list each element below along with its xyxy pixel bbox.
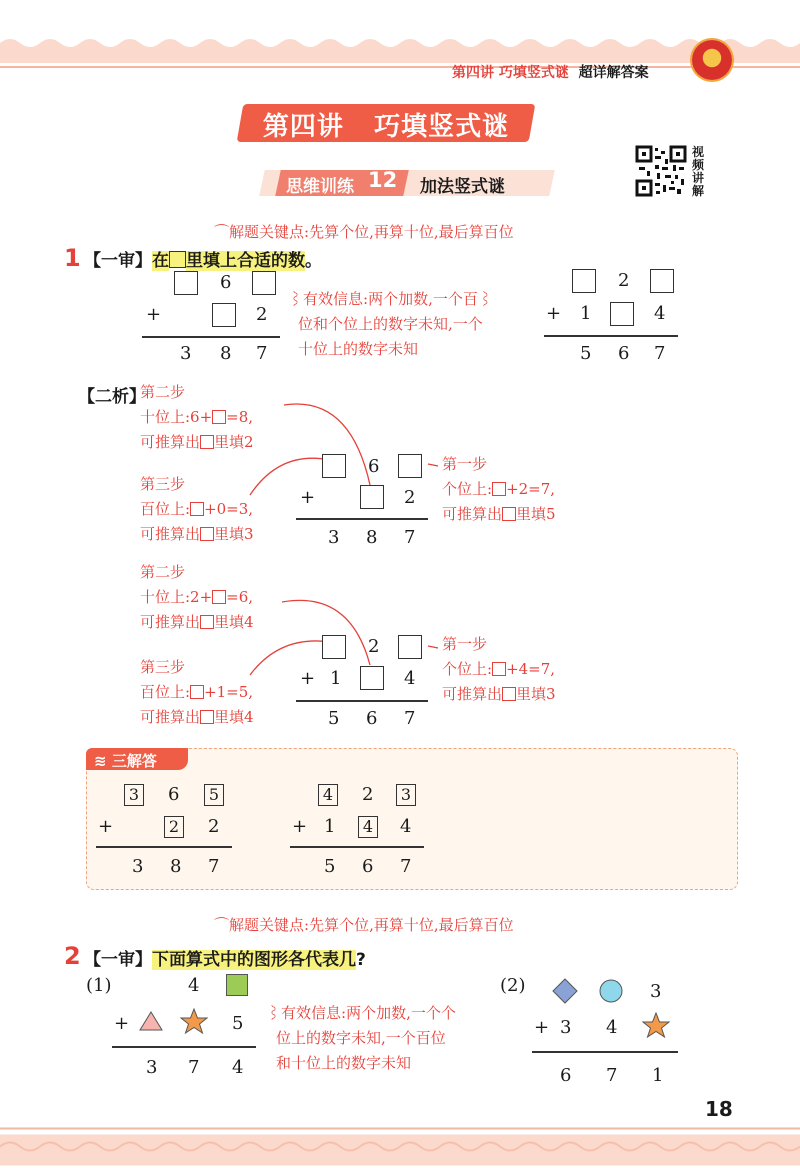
blank-box[interactable] [322,635,346,659]
digit: 1 [580,303,592,324]
sum-line [290,846,424,848]
qr-label: 视 频 讲 解 [692,145,705,198]
blank-box[interactable] [174,271,198,295]
sum-line [142,336,280,338]
analysis-a-step3: 第三步 百位上: +0=3, 可推算出 里填3 [140,475,254,543]
q1-hint: ⌒解题关键点:先算个位,再算十位,最后算百位 [214,223,514,241]
plus-sign: + [114,1013,130,1034]
page-title: 第四讲 巧填竖式谜 [262,112,510,142]
digit: 7 [404,527,416,548]
digit: 3 [328,527,340,548]
brace-icon: ⌇ [477,290,493,308]
inline-box-icon [169,251,186,268]
sum-line [544,335,678,337]
digit: 6 [368,456,380,477]
blank-box[interactable] [252,271,276,295]
blank-box[interactable] [360,666,384,690]
hint-curve-icon: ⌒ [214,223,230,241]
digit: 4 [400,816,412,837]
digit: 4 [188,975,200,996]
digit: 2 [256,304,268,325]
blank-box[interactable] [360,485,384,509]
q1-info: ⌇有效信息:两个加数,一个百⌇ 位和个位上的数字未知,一个 十位上的数字未知 [288,290,493,358]
digit: 4 [404,668,416,689]
page-number: 18 [705,1097,733,1121]
blank-box[interactable] [572,269,596,293]
analysis-a-arrows [220,380,480,540]
medal-icon [692,40,732,80]
subtitle-number: 12 [368,168,398,192]
hint-curve-icon: ⌒ [214,916,230,934]
plus-sign: + [300,487,316,508]
q2-hint: ⌒解题关键点:先算个位,再算十位,最后算百位 [214,916,514,934]
digit: 5 [232,1013,244,1034]
digit: 7 [188,1057,200,1078]
blank-box[interactable] [322,454,346,478]
sum-line [296,518,428,520]
plus-sign: + [98,816,114,837]
digit: 8 [366,527,378,548]
sum-line [112,1046,256,1048]
wave-icon: ≋ [94,752,107,770]
brace-icon: ⌇ [288,290,304,308]
digit: 3 [132,856,144,877]
plus-sign: + [292,816,308,837]
analysis-a-step1: 第一步 个位上: +2=7, 可推算出 里填5 [442,455,556,523]
blank-box[interactable] [610,302,634,326]
digit: 4 [654,303,666,324]
answer-digit-box: 5 [204,784,224,806]
digit: 8 [170,856,182,877]
part-label: (2) [500,975,526,996]
sum-line [96,846,232,848]
circle-icon [598,978,624,1004]
digit: 6 [618,343,630,364]
plus-sign: + [546,303,562,324]
answer-digit-box: 3 [124,784,144,806]
digit: 5 [328,708,340,729]
sum-line [532,1051,678,1053]
digit: 7 [208,856,220,877]
digit: 5 [580,343,592,364]
digit: 2 [368,636,380,657]
sum-line [296,700,428,702]
plus-sign: + [534,1017,550,1038]
q2-info: ⌇有效信息:两个加数,一个个 位上的数字未知,一个百位 和十位上的数字未知 [266,1004,456,1072]
digit: 5 [324,856,336,877]
star-icon [642,1012,670,1038]
analysis-b-step2: 第二步 十位上:2+ =6, 可推算出 里填4 [140,563,254,631]
q1-number: 1 [64,244,81,272]
answer-digit-box: 3 [396,784,416,806]
plus-sign: + [300,668,316,689]
digit: 4 [606,1017,618,1038]
triangle-icon [138,1010,164,1032]
digit: 7 [404,708,416,729]
answer-digit-box: 4 [318,784,338,806]
digit: 3 [146,1057,158,1078]
digit: 2 [404,487,416,508]
digit: 3 [650,981,662,1002]
digit: 7 [400,856,412,877]
blank-box[interactable] [398,635,422,659]
digit: 7 [654,343,666,364]
digit: 4 [232,1057,244,1078]
analysis-tag: 【二析】 [78,387,146,407]
analysis-a-step2: 第二步 十位上:6+ =8, 可推算出 里填2 [140,383,254,451]
blank-box[interactable] [398,454,422,478]
blank-box[interactable] [650,269,674,293]
header-chapter: 第四讲 巧填竖式谜 超详解答案 [452,65,649,81]
digit: 6 [362,856,374,877]
subtitle-topic: 加法竖式谜 [420,177,505,197]
digit: 1 [324,816,336,837]
digit: 1 [330,668,342,689]
digit: 7 [256,343,268,364]
subtitle-label: 思维训练 [286,177,354,197]
digit: 2 [362,784,374,805]
digit: 3 [180,343,192,364]
digit: 6 [560,1065,572,1086]
digit: 6 [366,708,378,729]
analysis-b-step1: 第一步 个位上: +4=7, 可推算出 里填3 [442,635,556,703]
analysis-b-arrows [220,580,480,720]
answer-digit-box: 2 [164,816,184,838]
answer-tab-label: ≋ 三解答 [94,752,157,770]
digit: 2 [208,816,220,837]
header-wave-band [0,28,800,78]
answer-digit-box: 4 [358,816,378,838]
part-label: (1) [86,975,112,996]
digit: 7 [606,1065,618,1086]
footer-wave-band [0,1118,800,1168]
digit: 3 [560,1017,572,1038]
digit: 6 [220,272,232,293]
q2-number: 2 [64,942,81,970]
brace-icon: ⌇ [266,1004,282,1022]
digit: 6 [168,784,180,805]
green-square-icon [226,974,248,996]
diamond-icon [552,978,578,1004]
blank-box[interactable] [212,303,236,327]
digit: 2 [618,270,630,291]
analysis-b-step3: 第三步 百位上: +1=5, 可推算出 里填4 [140,658,254,726]
digit: 8 [220,343,232,364]
q2-question: 【一审】下面算式中的图形各代表几? [84,950,366,970]
plus-sign: + [146,304,162,325]
star-icon [180,1008,208,1034]
qr-code-icon[interactable] [635,145,687,197]
digit: 1 [652,1065,664,1086]
q1-question: 【一审】在 里填上合适的数。 [84,251,322,271]
